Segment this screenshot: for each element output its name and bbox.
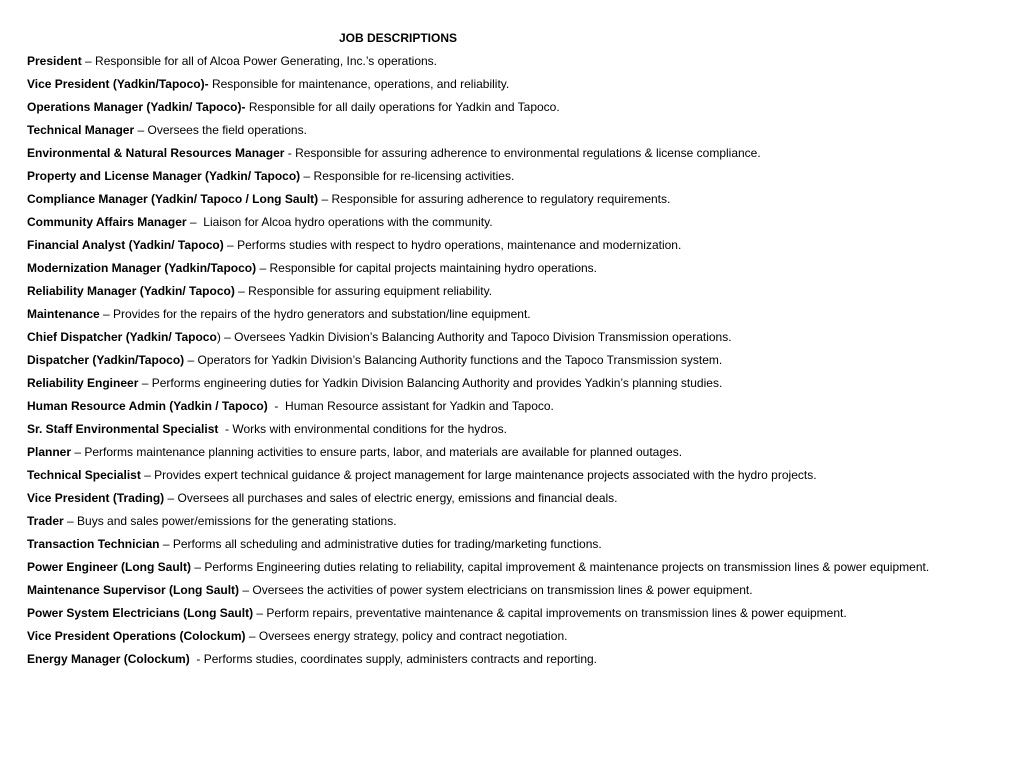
job-description: Performs studies, coordinates supply, administers contracts and reporting. (203, 652, 597, 666)
job-description: Responsible for all daily operations for Yadkin and Tapoco. (248, 100, 560, 114)
job-title: Power Engineer (Long Sault) (27, 560, 192, 574)
job-description: Oversees energy strategy, policy and contract negotiation. (258, 629, 568, 643)
job-description: Responsible for assuring adherence to regulatory requirements. (331, 192, 671, 206)
job-separator: – (138, 376, 152, 390)
job-separator: – (186, 215, 204, 229)
job-title: Power System Electricians (Long Sault) (27, 606, 254, 620)
job-description: Oversees the field operations. (147, 123, 307, 137)
job-title: Modernization Manager (Yadkin/Tapoco) (27, 261, 257, 275)
job-entry (27, 537, 929, 560)
job-description: Oversees the activities of power system electricians on transmission lines & power equipment. (252, 583, 753, 597)
job-separator: – (164, 491, 178, 505)
job-title: Maintenance Supervisor (Long Sault) (27, 583, 240, 597)
job-separator: – (81, 54, 96, 68)
job-description: Performs all scheduling and administrative duties for trading/marketing functions. (172, 537, 602, 551)
job-separator: – (245, 629, 259, 643)
job-title: Vice President (Yadkin/Tapoco)- (27, 77, 209, 91)
job-title: Dispatcher (Yadkin/Tapoco) (27, 353, 185, 367)
job-separator: – (253, 606, 267, 620)
job-entry (27, 238, 929, 261)
job-separator: - (189, 652, 204, 666)
job-description: Perform repairs, preventative maintenance & capital improvements on transmission lines & power equipment. (266, 606, 847, 620)
job-description: Performs studies with respect to hydro operations, maintenance and modernization. (237, 238, 682, 252)
job-entry (27, 215, 929, 238)
job-entry (27, 307, 929, 330)
job-entry (27, 560, 929, 583)
job-entry (27, 468, 929, 491)
job-entry (27, 353, 929, 376)
job-title: Community Affairs Manager (27, 215, 187, 229)
job-entry (27, 54, 929, 77)
job-separator: ) – (216, 330, 235, 344)
job-entry (27, 422, 929, 445)
job-description: Performs maintenance planning activities to ensure parts, labor, and materials are available for planned outages. (84, 445, 683, 459)
job-description: Responsible for all of Alcoa Power Generating, Inc.’s operations. (95, 54, 438, 68)
job-title: Compliance Manager (Yadkin/ Tapoco / Long Sault) (27, 192, 319, 206)
job-description: Oversees all purchases and sales of electric energy, emissions and financial deals. (177, 491, 618, 505)
job-entry (27, 261, 929, 284)
job-title: Human Resource Admin (Yadkin / Tapoco) (27, 399, 268, 413)
job-entry (27, 652, 929, 675)
job-entry (27, 629, 929, 652)
job-title: President (27, 54, 82, 68)
job-separator: – (71, 445, 85, 459)
job-separator: – (318, 192, 332, 206)
job-separator: - (218, 422, 233, 436)
job-entry (27, 445, 929, 468)
job-title: Maintenance (27, 307, 100, 321)
job-title: Operations Manager (Yadkin/ Tapoco)- (27, 100, 246, 114)
job-entry (27, 491, 929, 514)
job-separator: – (300, 169, 314, 183)
job-description: Buys and sales power/emissions for the generating stations. (77, 514, 397, 528)
job-separator: - (284, 146, 296, 160)
job-title: Technical Specialist (27, 468, 141, 482)
job-title: Energy Manager (Colockum) (27, 652, 190, 666)
job-title: Financial Analyst (Yadkin/ Tapoco) (27, 238, 224, 252)
job-separator: – (223, 238, 238, 252)
job-separator: – (63, 514, 78, 528)
job-description: Responsible for capital projects maintaining hydro operations. (269, 261, 597, 275)
job-separator: – (159, 537, 173, 551)
job-description-list (27, 54, 929, 675)
job-separator: – (191, 560, 205, 574)
job-description: Responsible for re-licensing activities. (313, 169, 515, 183)
job-entry (27, 123, 929, 146)
job-separator: – (99, 307, 114, 321)
job-description: Responsible for assuring adherence to environmental regulations & license compliance. (295, 146, 761, 160)
job-separator: - (267, 399, 286, 413)
job-entry (27, 376, 929, 399)
job-entry (27, 514, 929, 537)
job-title: Sr. Staff Environmental Specialist (27, 422, 219, 436)
job-title: Vice President (Trading) (27, 491, 165, 505)
job-entry (27, 284, 929, 307)
job-title: Trader (27, 514, 64, 528)
job-entry (27, 583, 929, 606)
job-description: Performs engineering duties for Yadkin Division Balancing Authority and provides Yadkin’s planning studies. (151, 376, 723, 390)
job-description: Responsible for maintenance, operations, and reliability. (211, 77, 510, 91)
job-description: Provides expert technical guidance & project management for large maintenance projects associated with the hydro projects. (154, 468, 817, 482)
job-separator: – (234, 284, 249, 298)
job-description: Liaison for Alcoa hydro operations with the community. (203, 215, 493, 229)
job-description: Oversees Yadkin Division’s Balancing Authority and Tapoco Division Transmission operations. (234, 330, 732, 344)
job-entry (27, 146, 929, 169)
job-entry (27, 606, 929, 629)
job-title: Property and License Manager (Yadkin/ Tapoco) (27, 169, 301, 183)
job-separator: – (184, 353, 198, 367)
job-entry (27, 330, 929, 353)
job-description: Human Resource assistant for Yadkin and Tapoco. (285, 399, 554, 413)
job-title: Transaction Technician (27, 537, 160, 551)
job-description: Performs Engineering duties relating to reliability, capital improvement & maintenance projects on transmission lines & power equipment. (204, 560, 930, 574)
job-separator: – (134, 123, 148, 137)
job-title: Vice President Operations (Colockum) (27, 629, 246, 643)
job-title: Technical Manager (27, 123, 135, 137)
job-separator: – (239, 583, 253, 597)
job-title: Environmental & Natural Resources Manager (27, 146, 285, 160)
job-entry (27, 399, 929, 422)
job-separator: – (140, 468, 155, 482)
job-entry (27, 192, 929, 215)
job-description: Works with environmental conditions for the hydros. (232, 422, 507, 436)
job-separator: – (256, 261, 270, 275)
job-title: Reliability Manager (Yadkin/ Tapoco) (27, 284, 235, 298)
job-description: Operators for Yadkin Division’s Balancing Authority functions and the Tapoco Transmission system. (197, 353, 723, 367)
job-entry (27, 169, 929, 192)
job-description: Responsible for assuring equipment reliability. (248, 284, 493, 298)
document-title: JOB DESCRIPTIONS (338, 31, 458, 45)
job-title: Planner (27, 445, 72, 459)
job-entry (27, 100, 929, 123)
job-description: Provides for the repairs of the hydro generators and substation/line equipment. (113, 307, 531, 321)
job-title: Reliability Engineer (27, 376, 139, 390)
job-entry (27, 77, 929, 100)
job-title: Chief Dispatcher (Yadkin/ Tapoco (27, 330, 217, 344)
